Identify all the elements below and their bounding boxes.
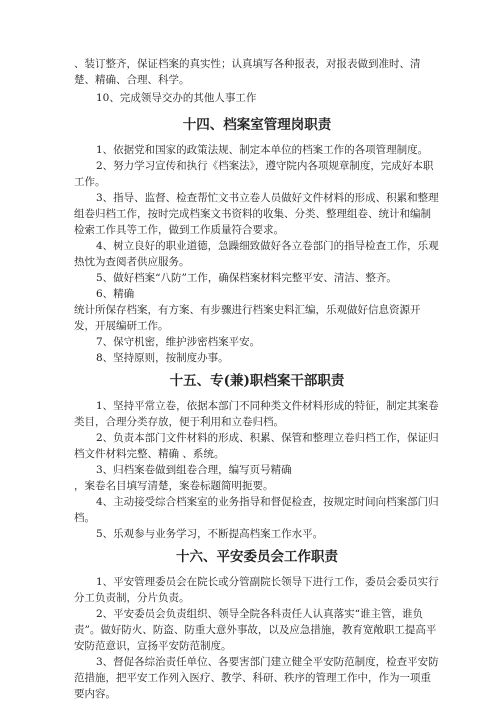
list-item: 1、依据党和国家的政策法规、制定本单位的档案工作的各项管理制度。 bbox=[96, 144, 429, 156]
list-item: 5、做好档案“八防”工作，确保档案材料完整平安、清洁、整齐。 bbox=[96, 272, 397, 284]
list-item: 统计所保存档案，有方案、有步骤进行档案史料汇编，乐观做好信息资源开发，开展编研工作。 bbox=[74, 304, 421, 332]
section-title: 十四、档案室管理岗职责 bbox=[182, 117, 332, 133]
list-item: 2、平安委员会负责组织、领导全院各科责任人认真落实“谁主管，谁负责”。做好防火、防盗、防重大意外事故，以及应急措施，教育宽敞职工提高平安防范意识，宣扬平安防范制度。 bbox=[74, 608, 437, 652]
list-item: 1、坚持平常立卷，依据本部门不同种类文件材料形成的特征，制定其案卷类目，合理分类存放，便于利用和立卷归档。 bbox=[74, 400, 439, 428]
list-item: 4、主动接受综合档案室的业务指导和督促检查，按规定时间向档案部门归档。 bbox=[74, 496, 439, 524]
continued-paragraph: 、装订整齐，保证档案的真实性；认真填写各种报表，对报表做到准时、清楚、精确、合理、科学。 bbox=[74, 58, 421, 86]
list-item: 4、树立良好的职业道德，急躁细致做好各立卷部门的指导检查工作，乐观热忱为查阅者供应服务。 bbox=[74, 240, 439, 268]
list-item: 8、坚持原则，按制度办事。 bbox=[96, 352, 229, 364]
list-item: 10、完成领导交办的其他人事工作 bbox=[96, 92, 257, 104]
list-item: 3、归档案卷做到组卷合理，编写页号精确 bbox=[96, 464, 292, 476]
list-item: ，案卷名目填写清楚，案卷标题简明扼要。 bbox=[74, 480, 274, 492]
list-item: 5、乐观参与业务学习，不断提高档案工作水平。 bbox=[96, 528, 324, 540]
list-item: 2、努力学习宣传和执行《档案法》，遵守院内各项规章制度，完成好本职工作。 bbox=[74, 160, 434, 188]
section-title: 十六、平安委员会工作职责 bbox=[176, 549, 338, 565]
section-title: 十五、专(兼)职档案干部职责 bbox=[169, 373, 345, 389]
list-item: 2、负责本部门文件材料的形成、积累、保管和整理立卷归档工作，保证归档文件材料完整、精确 、系统。 bbox=[74, 432, 439, 460]
list-item: 7、保守机密，维护涉密档案平安。 bbox=[96, 336, 261, 348]
list-item: 3、督促各综治责任单位、各要害部门建立健全平安防范制度，检查平安防范措施，把平安工作列入医疗、教学、科研、秩序的管理工作中，作为一项重要内容。 bbox=[74, 656, 439, 700]
list-item: 6、精确 bbox=[96, 288, 135, 300]
list-item: 3、指导、监督、检查帮忙文书立卷人员做好文件材料的形成、积累和整理组卷归档工作，按时完成档案文书资料的收集、分类、整理组卷、统计和编制检索工作具等工作，做到工作质量符合要求。 bbox=[74, 192, 439, 236]
list-item: 1、平安管理委员会在院长或分管副院长领导下进行工作，委员会委员实行分工负责制，分片负责。 bbox=[74, 576, 439, 604]
